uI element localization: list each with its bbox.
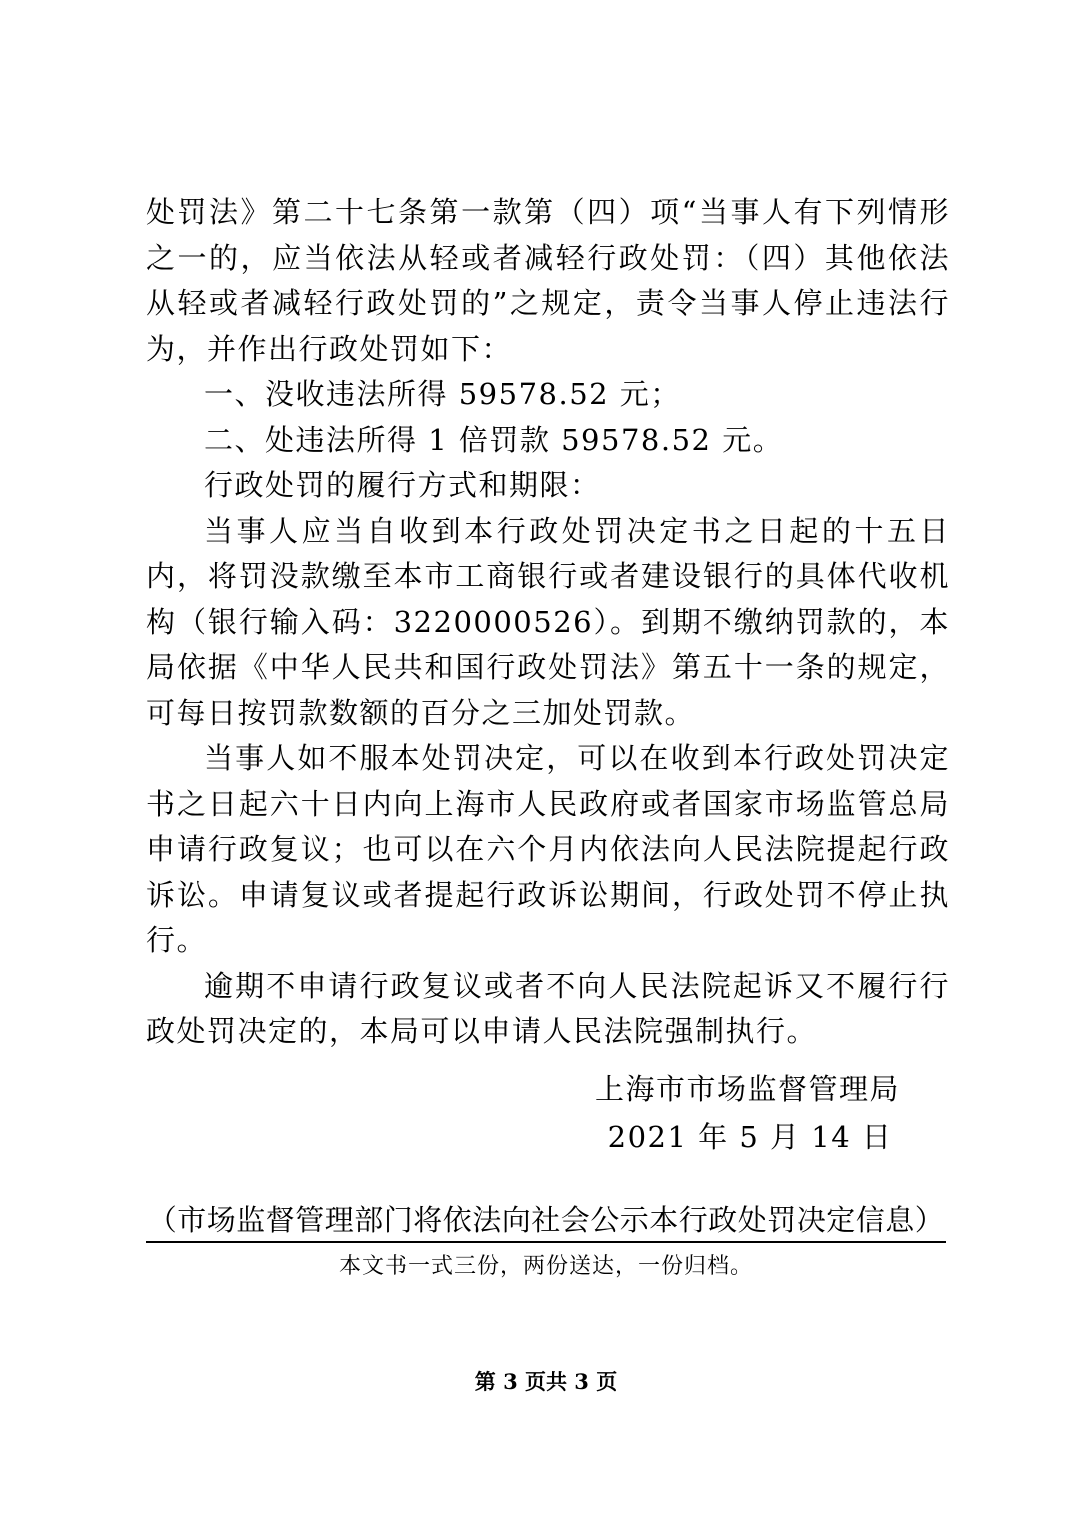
page-number: 第 3 页共 3 页 bbox=[474, 1369, 618, 1394]
paragraph-appeal-rights: 当事人如不服本处罚决定，可以在收到本行政处罚决定书之日起六十日内向上海市人民政府或者国家市场监管总局申请行政复议；也可以在六个月内依法向人民法院提起行政诉讼。申请复议或者提起行政诉讼期间，行政处罚不停止执行。 bbox=[146, 741, 950, 957]
issue-date: 2021 年 5 月 14 日 bbox=[607, 1120, 893, 1154]
publicity-notice: （市场监督管理部门将依法向社会公示本行政处罚决定信息） bbox=[147, 1203, 945, 1237]
paragraph-penalty-basis: 处罚法》第二十七条第一款第（四）项“当事人有下列情形之一的，应当依法从轻或者减轻行政处罚：（四）其他依法从轻或者减轻行政处罚的”之规定，责令当事人停止违法行为，并作出行政处罚如下： bbox=[146, 195, 950, 366]
signature-block bbox=[560, 1068, 900, 1158]
paragraph-fine: 二、处违法所得 1 倍罚款 59578.52 元。 bbox=[204, 422, 784, 457]
paragraph-enforcement: 逾期不申请行政复议或者不向人民法院起诉又不履行行政处罚决定的，本局可以申请人民法院强制执行。 bbox=[146, 968, 950, 1048]
paragraph-confiscation: 一、没收违法所得 59578.52 元； bbox=[204, 377, 681, 411]
copies-note: 本文书一式三份，两份送达，一份归档。 bbox=[338, 1254, 753, 1279]
paragraph-payment-terms: 当事人应当自收到本行政处罚决定书之日起的十五日内，将罚没款缴至本市工商银行或者建设银行的具体代收机构（银行输入码：3220000526）。到期不缴纳罚款的，本局依据《中华人民共和国行政处罚法》第五十一条的规定，可每日按罚款数额的百分之三加处罚款。 bbox=[146, 513, 950, 730]
paragraph-payment-heading: 行政处罚的履行方式和期限： bbox=[204, 468, 601, 502]
divider-line bbox=[146, 1241, 946, 1243]
issuing-authority: 上海市市场监督管理局 bbox=[594, 1072, 900, 1106]
document-body bbox=[146, 190, 950, 1055]
